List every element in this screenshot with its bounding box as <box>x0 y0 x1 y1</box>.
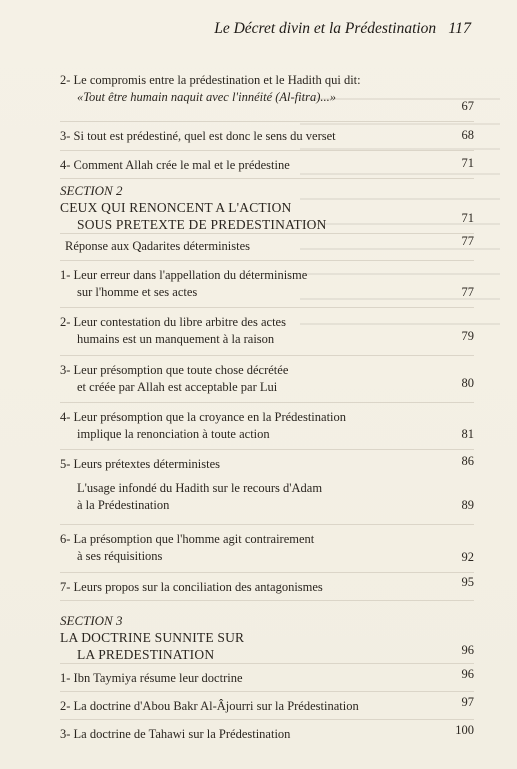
toc-entry <box>60 478 474 525</box>
toc-page-number: 86 <box>461 454 474 468</box>
toc-page-number: 71 <box>461 156 474 170</box>
toc-entry-line: à ses réquisitions <box>77 549 163 563</box>
toc-page-number: 96 <box>461 643 474 657</box>
toc-entry <box>60 234 474 261</box>
toc-page-number: 67 <box>461 99 474 113</box>
toc-entry-line: 6- La présomption que l'homme agit contrairement <box>60 532 315 546</box>
toc-page-number: 71 <box>461 211 474 225</box>
toc-entry <box>60 525 474 573</box>
toc-section-heading <box>60 601 474 664</box>
toc-entry-line: à la Prédestination <box>77 498 170 512</box>
running-header <box>160 20 471 38</box>
toc-entry <box>60 403 474 450</box>
toc-entry-line: 3- La doctrine de Tahawi sur la Prédestination <box>60 727 291 741</box>
toc-entry-line: 2- Leur contestation du libre arbitre des actes <box>60 315 286 329</box>
toc-entry-line: 7- Leurs propos sur la conciliation des antagonismes <box>60 580 323 594</box>
toc-entry-line: 3- Leur présomption que toute chose décrétée <box>60 363 289 377</box>
toc-entry-line: L'usage infondé du Hadith sur le recours d'Adam <box>77 481 323 495</box>
toc-entry <box>60 664 474 692</box>
toc-entry-line: implique la renonciation à toute action <box>77 427 270 441</box>
toc-page-number: 92 <box>461 550 474 564</box>
toc-entry-line: CEUX QUI RENONCENT A L'ACTION <box>60 200 292 215</box>
toc-entry-line: LA DOCTRINE SUNNITE SUR <box>60 630 245 645</box>
toc-entry-line: 1- Ibn Taymiya résume leur doctrine <box>60 671 243 685</box>
toc-entry-line: 3- Si tout est prédestiné, quel est donc le sens du verset <box>60 129 336 143</box>
toc-page-number: 95 <box>461 575 474 589</box>
header-title: Le Décret divin et la Prédestination <box>214 20 437 37</box>
toc-entry-line: 2- La doctrine d'Abou Bakr Al-Âjourri sur la Prédestination <box>60 699 359 713</box>
toc-page-number: 100 <box>455 723 474 737</box>
toc-page-number: 81 <box>461 427 474 441</box>
toc-entry-line: LA PREDESTINATION <box>77 647 215 662</box>
toc-page-number: 68 <box>461 128 474 142</box>
toc-entry-line: 5- Leurs prétextes déterministes <box>60 457 221 471</box>
header-page-number: 117 <box>448 20 471 37</box>
section-label: SECTION 3 <box>60 613 123 628</box>
toc-entry <box>60 573 474 601</box>
toc-entry <box>60 151 474 179</box>
toc-page-number: 80 <box>461 376 474 390</box>
toc-page-number: 77 <box>461 285 474 299</box>
toc-page-number: 77 <box>461 234 474 248</box>
toc-page-number: 96 <box>461 667 474 681</box>
section-label: SECTION 2 <box>60 183 123 198</box>
toc-entry-line: 2- Le compromis entre la prédestination et le Hadith qui dit: <box>60 73 361 87</box>
toc-entry <box>60 356 474 403</box>
toc-entry-line: 1- Leur erreur dans l'appellation du déterminisme <box>60 268 308 282</box>
toc-entry-line: SOUS PRETEXTE DE PREDESTINATION <box>77 217 327 232</box>
toc-entry <box>60 261 474 308</box>
toc-entry <box>60 692 474 720</box>
toc-page-number: 97 <box>461 695 474 709</box>
toc-entry-line: humains est un manquement à la raison <box>77 332 275 346</box>
toc-page-number: 79 <box>461 329 474 343</box>
table-of-contents <box>60 72 474 747</box>
toc-entry <box>60 308 474 356</box>
toc-section-heading <box>60 179 474 234</box>
toc-entry-line: sur l'homme et ses actes <box>77 285 198 299</box>
toc-entry-line: Réponse aux Qadarites déterministes <box>65 239 251 253</box>
toc-entry-line: 4- Comment Allah crée le mal et le prédestine <box>60 158 290 172</box>
toc-entry-line: «Tout être humain naquit avec l'innéité (Al-fitra)...» <box>77 90 337 104</box>
toc-entry <box>60 720 474 747</box>
toc-page-number: 89 <box>461 498 474 512</box>
toc-entry-line: 4- Leur présomption que la croyance en la Prédestination <box>60 410 347 424</box>
toc-entry <box>60 450 474 478</box>
toc-entry <box>60 72 474 122</box>
toc-entry-line: et créée par Allah est acceptable par Lui <box>77 380 278 394</box>
toc-entry <box>60 122 474 151</box>
